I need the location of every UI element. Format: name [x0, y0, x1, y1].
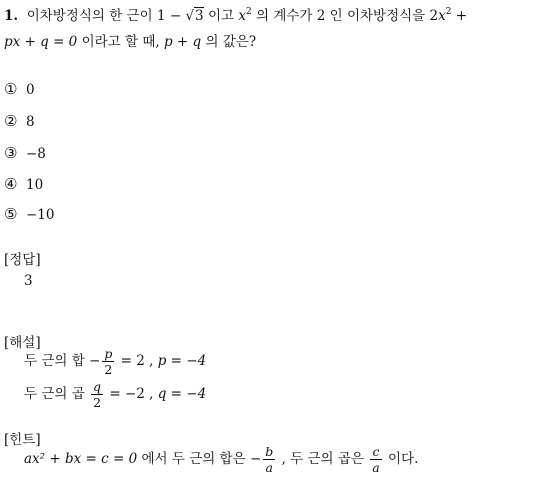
- explanation-line-1: 두 근의 합 − $\frac{p}{2}$ = 2 , p = −4: [24, 346, 207, 377]
- option-mark: ⑤: [4, 205, 18, 223]
- option-value: −8: [26, 146, 46, 162]
- option-value: 0: [26, 82, 35, 98]
- question-number: 1.: [4, 8, 19, 24]
- option-mark: ④: [4, 175, 18, 193]
- fraction-b-over-a: $\frac{b}{a}$: [265, 444, 274, 475]
- explanation-line-2: 두 근의 곱 $\frac{q}{2}$ = −2 , q = −4: [24, 379, 207, 410]
- option-value: −10: [26, 207, 55, 223]
- option-value: 10: [26, 177, 44, 193]
- option-value: 8: [26, 114, 35, 130]
- option-mark: ③: [4, 144, 18, 162]
- hint-heading: [힌트]: [4, 432, 41, 448]
- option-4[interactable]: [4, 175, 43, 193]
- option-3[interactable]: [4, 144, 46, 162]
- hint-equation: ax² + bx = c = 0: [24, 451, 138, 467]
- fraction-c-over-a: $\frac{c}{a}$: [372, 444, 380, 475]
- answer-value: 3: [24, 273, 33, 289]
- question-line-1: 1. 이차방정식의 한 근이 1 − √3 이고 $x^2$ 의 계수가 2 인 이차방정식을 $2x^2$ +: [4, 7, 468, 24]
- option-5[interactable]: [4, 205, 55, 223]
- fraction-p-over-2: $\frac{p}{2}$: [104, 346, 113, 377]
- option-mark: ②: [4, 112, 18, 130]
- question-expr: px + q = 0: [4, 34, 78, 50]
- fraction-q-over-2: $\frac{q}{2}$: [93, 379, 102, 410]
- question-sum: p + q: [163, 34, 202, 50]
- question-text-d: 이라고 할 때,: [81, 34, 160, 50]
- option-1[interactable]: [4, 80, 35, 98]
- question-text-c: 의 계수가 2 인 이차방정식을: [255, 8, 426, 24]
- question-text-b: 이고: [207, 8, 235, 24]
- hint-line: ax² + bx = c = 0 에서 두 근의 합은 − $\frac{b}{a}$ , 두 근의 곱은 $\frac{c}{a}$ 이다.: [24, 444, 419, 475]
- option-mark: ①: [4, 80, 18, 98]
- explanation-heading: [해설]: [4, 335, 41, 351]
- question-text-a: 이차방정식의 한 근이: [26, 8, 153, 24]
- option-2[interactable]: [4, 112, 35, 130]
- answer-heading: [정답]: [4, 252, 41, 268]
- question-text-e: 의 값은?: [205, 34, 257, 50]
- question-line-2: [4, 30, 256, 50]
